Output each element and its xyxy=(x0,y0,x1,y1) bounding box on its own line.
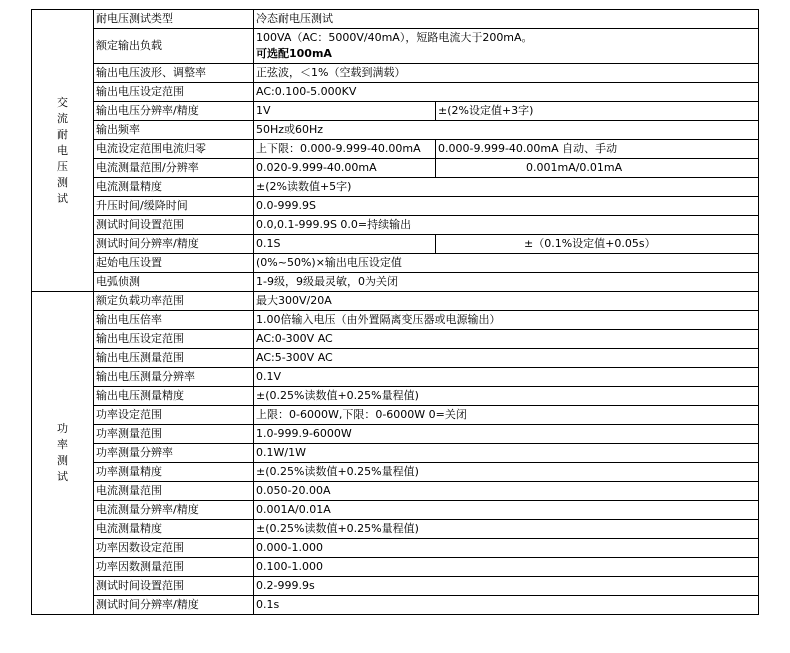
table-row xyxy=(32,577,759,596)
spec-label: 耐电压测试类型 xyxy=(94,10,254,29)
spec-value: 0.2-999.9s xyxy=(254,577,759,596)
spec-value: 上限：0-6000W,下限：0-6000W 0=关闭 xyxy=(254,406,759,425)
spec-label: 电流测量范围 xyxy=(94,482,254,501)
table-row xyxy=(32,235,759,254)
spec-label: 功率测量分辨率 xyxy=(94,444,254,463)
spec-value-extra: 0.000-9.999-40.00mA 自动、手动 xyxy=(436,140,759,159)
table-row xyxy=(32,482,759,501)
spec-label: 电流设定范围电流归零 xyxy=(94,140,254,159)
spec-value: 1.00倍输入电压（由外置隔离变压器或电源输出） xyxy=(254,311,759,330)
spec-label: 电流测量范围/分辨率 xyxy=(94,159,254,178)
spec-label: 输出电压测量范围 xyxy=(94,349,254,368)
table-row xyxy=(32,178,759,197)
table-row xyxy=(32,273,759,292)
spec-value: 上下限：0.000-9.999-40.00mA xyxy=(254,140,436,159)
spec-label: 功率测量精度 xyxy=(94,463,254,482)
table-row xyxy=(32,387,759,406)
spec-value-line: 100VA（AC：5000V/40mA），短路电流大于200mA。 xyxy=(256,31,533,44)
spec-label: 电弧侦测 xyxy=(94,273,254,292)
table-row xyxy=(32,501,759,520)
spec-label: 输出电压设定范围 xyxy=(94,83,254,102)
spec-label: 测试时间设置范围 xyxy=(94,577,254,596)
spec-value xyxy=(254,29,759,64)
spec-value: 0.100-1.000 xyxy=(254,558,759,577)
spec-value: 0.1V xyxy=(254,368,759,387)
spec-label: 升压时间/缓降时间 xyxy=(94,197,254,216)
spec-label: 输出电压设定范围 xyxy=(94,330,254,349)
spec-label: 输出电压波形、调整率 xyxy=(94,64,254,83)
spec-label: 输出电压倍率 xyxy=(94,311,254,330)
spec-value-option: 可选配100mA xyxy=(256,47,332,60)
spec-label: 输出电压分辨率/精度 xyxy=(94,102,254,121)
spec-value: 1-9级，9级最灵敏，0为关闭 xyxy=(254,273,759,292)
table-row xyxy=(32,349,759,368)
spec-value: (0%~50%)×输出电压设定值 xyxy=(254,254,759,273)
spec-value: 0.1s xyxy=(254,596,759,615)
group-label: 交流耐电压测试 xyxy=(57,95,68,205)
spec-value: AC:0.100-5.000KV xyxy=(254,83,759,102)
group-label: 功率测试 xyxy=(57,422,68,483)
spec-label: 起始电压设置 xyxy=(94,254,254,273)
table-row xyxy=(32,539,759,558)
table-row xyxy=(32,463,759,482)
spec-value-extra: ±(2%设定值+3字) xyxy=(436,102,759,121)
spec-value-extra: ±（0.1%设定值+0.05s） xyxy=(436,235,759,254)
spec-value: 0.001A/0.01A xyxy=(254,501,759,520)
table-row xyxy=(32,102,759,121)
table-row xyxy=(32,197,759,216)
table-row xyxy=(32,140,759,159)
spec-value: ±(2%读数值+5字) xyxy=(254,178,759,197)
group-label-cell xyxy=(32,10,94,292)
spec-label: 电流测量精度 xyxy=(94,520,254,539)
group-label-cell xyxy=(32,292,94,615)
table-row xyxy=(32,311,759,330)
spec-label: 额定输出负载 xyxy=(94,29,254,64)
spec-value: 0.0,0.1-999.9S 0.0=持续输出 xyxy=(254,216,759,235)
spec-label: 电流测量分辨率/精度 xyxy=(94,501,254,520)
table-row xyxy=(32,368,759,387)
spec-label: 功率因数测量范围 xyxy=(94,558,254,577)
table-row xyxy=(32,159,759,178)
spec-label: 测试时间设置范围 xyxy=(94,216,254,235)
table-row xyxy=(32,292,759,311)
spec-value: 0.050-20.00A xyxy=(254,482,759,501)
spec-label: 测试时间分辨率/精度 xyxy=(94,235,254,254)
table-row xyxy=(32,596,759,615)
table-row xyxy=(32,558,759,577)
spec-value: 0.1S xyxy=(254,235,436,254)
table-row xyxy=(32,330,759,349)
spec-value: 正弦波，＜1%（空载到满载） xyxy=(254,64,759,83)
table-row xyxy=(32,83,759,102)
spec-value: 50Hz或60Hz xyxy=(254,121,759,140)
spec-label: 功率设定范围 xyxy=(94,406,254,425)
table-row xyxy=(32,10,759,29)
spec-value: ±(0.25%读数值+0.25%量程值) xyxy=(254,520,759,539)
spec-label: 输出频率 xyxy=(94,121,254,140)
table-row xyxy=(32,254,759,273)
spec-value: AC:5-300V AC xyxy=(254,349,759,368)
spec-label: 测试时间分辨率/精度 xyxy=(94,596,254,615)
table-row xyxy=(32,64,759,83)
spec-value: 0.0-999.9S xyxy=(254,197,759,216)
table-row xyxy=(32,520,759,539)
spec-value: 0.000-1.000 xyxy=(254,539,759,558)
spec-value: 1.0-999.9-6000W xyxy=(254,425,759,444)
table-row xyxy=(32,406,759,425)
spec-label: 功率因数设定范围 xyxy=(94,539,254,558)
spec-label: 电流测量精度 xyxy=(94,178,254,197)
spec-value: 最大300V/20A xyxy=(254,292,759,311)
spec-label: 额定负载功率范围 xyxy=(94,292,254,311)
spec-value: AC:0-300V AC xyxy=(254,330,759,349)
spec-value: ±(0.25%读数值+0.25%量程值) xyxy=(254,387,759,406)
spec-value: 0.1W/1W xyxy=(254,444,759,463)
spec-label: 输出电压测量精度 xyxy=(94,387,254,406)
spec-table-body xyxy=(32,10,759,615)
table-row xyxy=(32,216,759,235)
spec-value: 1V xyxy=(254,102,436,121)
spec-value: 0.020-9.999-40.00mA xyxy=(254,159,436,178)
table-row xyxy=(32,425,759,444)
table-row xyxy=(32,29,759,64)
spec-value-extra: 0.001mA/0.01mA xyxy=(436,159,759,178)
table-row xyxy=(32,121,759,140)
spec-table xyxy=(31,9,759,615)
spec-value: 冷态耐电压测试 xyxy=(254,10,759,29)
spec-value: ±(0.25%读数值+0.25%量程值) xyxy=(254,463,759,482)
table-row xyxy=(32,444,759,463)
spec-label: 功率测量范围 xyxy=(94,425,254,444)
spec-label: 输出电压测量分辨率 xyxy=(94,368,254,387)
